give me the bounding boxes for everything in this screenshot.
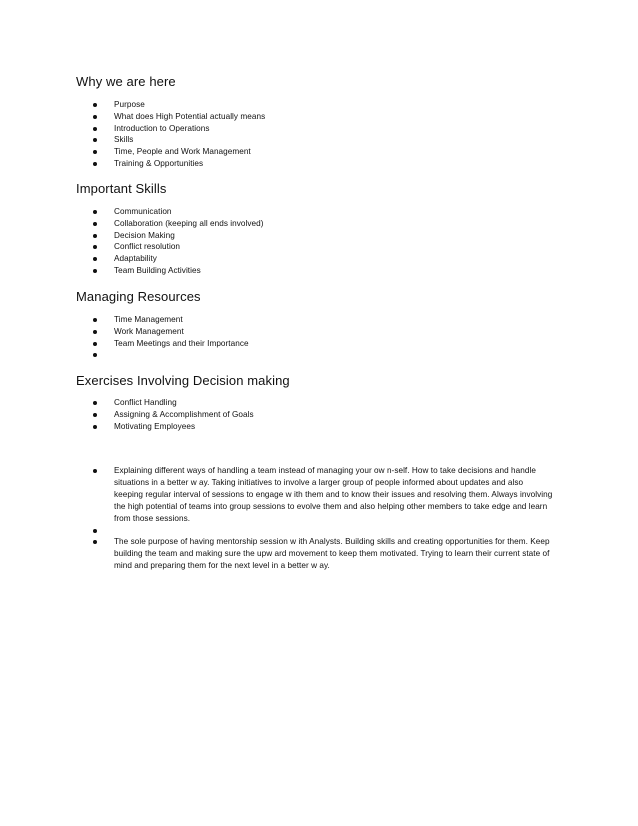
bullet-icon [93,540,97,544]
list-item: Conflict resolution [0,241,638,253]
section-heading-managing-resources: Managing Resources [76,289,201,304]
list-item: Introduction to Operations [0,123,638,135]
list-item: Skills [0,134,638,146]
bullet-list-exercises [0,397,638,432]
bullet-list-important-skills [0,206,638,277]
bullet-icon [93,257,97,261]
list-item: Time Management [0,314,638,326]
list-item: Decision Making [0,230,638,242]
list-item: Time, People and Work Management [0,146,638,158]
bullet-list-paragraphs [0,465,638,572]
bullet-icon [93,245,97,249]
list-item: Training & Opportunities [0,158,638,170]
bullet-list-managing-resources [0,314,638,361]
bullet-icon [93,401,97,405]
list-item: Team Building Activities [0,265,638,277]
list-item: Work Management [0,326,638,338]
bullet-icon [93,162,97,166]
list-item: Team Meetings and their Importance [0,338,638,350]
list-item: Purpose [0,99,638,111]
bullet-icon [93,269,97,273]
paragraph-item: The sole purpose of having mentorship session w ith Analysts. Building skills and creating opportunities for them. Keep building the team and making sure the upw ard movement to keep them motivated. Trying to learn their current state of mind and preparing them for the next level in a better w ay. [0,536,638,572]
bullet-icon [93,413,97,417]
list-item: Assigning & Accomplishment of Goals [0,409,638,421]
bullet-icon [93,353,97,357]
bullet-icon [93,103,97,107]
section-heading-why-we-are-here: Why we are here [76,74,176,89]
list-item: What does High Potential actually means [0,111,638,123]
list-item: Conflict Handling [0,397,638,409]
list-item [0,349,638,361]
list-item: Collaboration (keeping all ends involved) [0,218,638,230]
list-item: Adaptability [0,253,638,265]
bullet-icon [93,529,97,533]
list-item: Communication [0,206,638,218]
bullet-icon [93,425,97,429]
section-heading-exercises: Exercises Involving Decision making [76,373,290,388]
bullet-icon [93,138,97,142]
bullet-icon [93,318,97,322]
bullet-list-why-we-are-here [0,99,638,170]
bullet-icon [93,115,97,119]
bullet-icon [93,127,97,131]
section-heading-important-skills: Important Skills [76,181,167,196]
paragraph-item: Explaining different ways of handling a team instead of managing your ow n-self. How to take decisions and handle situations in a better w ay. Taking initiatives to involve a larger group of people informed about updates and also keeping regular interval of sessions to engage w ith them and to know their issues and resolving them. Always involving the high potential of teams into group sessions to evolve them and also helping other members to take edge and learn from those sessions. [0,465,638,525]
bullet-icon [93,234,97,238]
bullet-icon [93,330,97,334]
bullet-icon [93,469,97,473]
bullet-icon [93,222,97,226]
bullet-icon [93,150,97,154]
bullet-icon [93,210,97,214]
list-item: Motivating Employees [0,421,638,433]
bullet-icon [93,342,97,346]
paragraph-item [0,525,638,537]
